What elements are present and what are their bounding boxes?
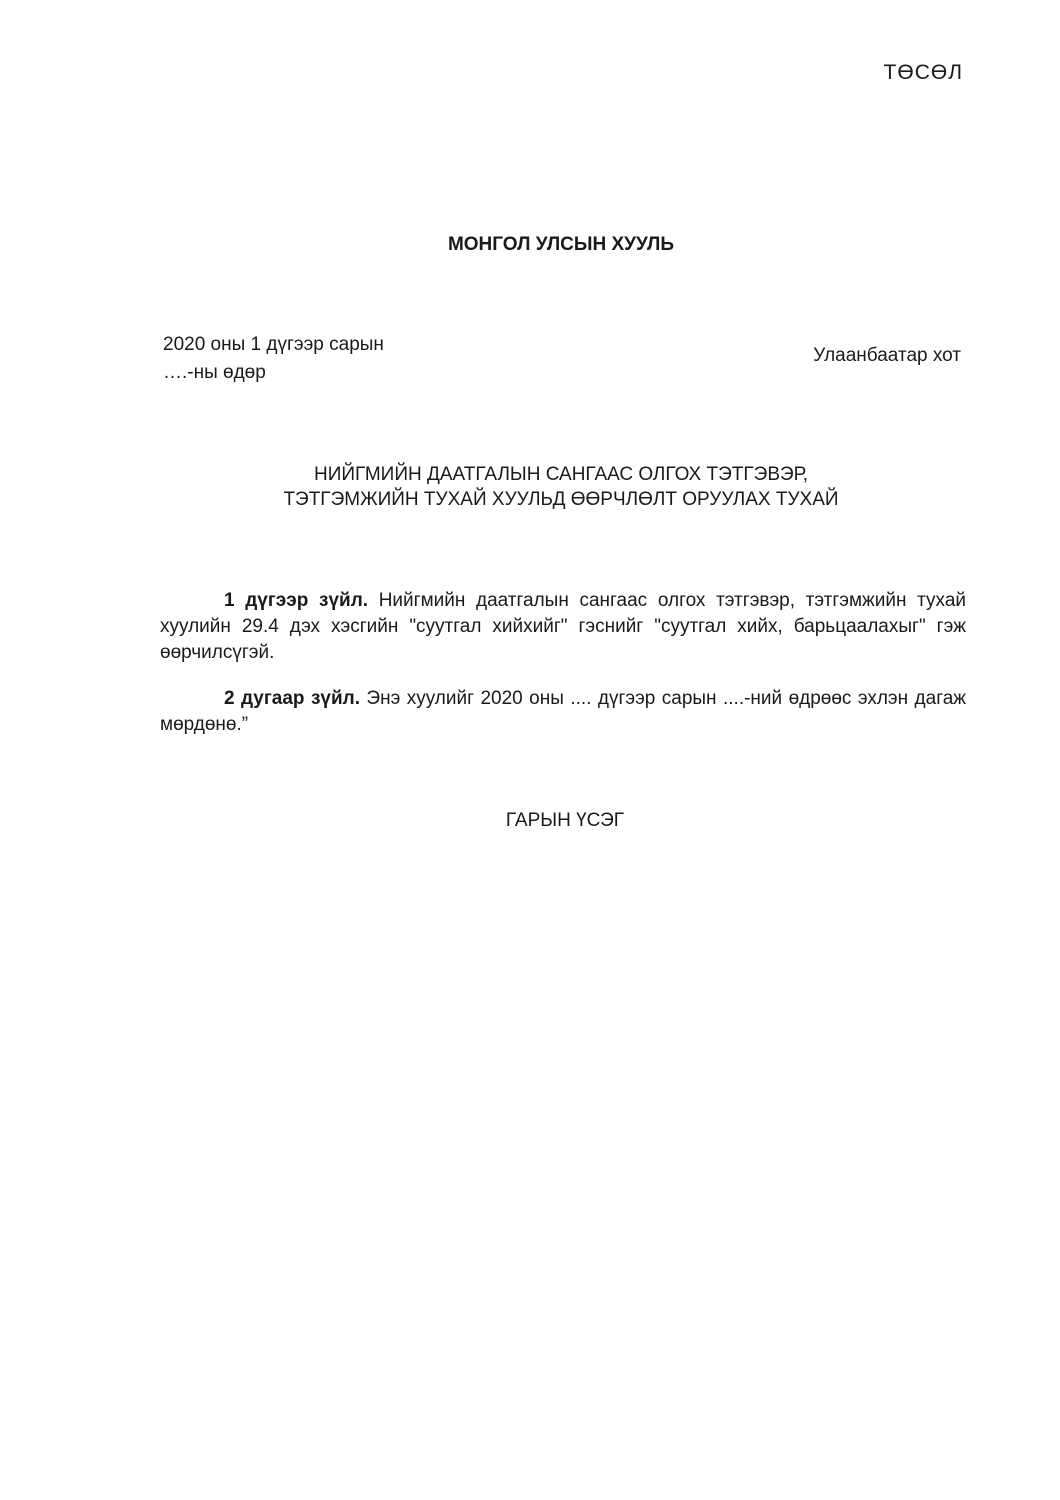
- subject-title: [0, 462, 1060, 512]
- date-line-2: ….-ны өдөр: [163, 362, 266, 383]
- article-2: [160, 686, 966, 738]
- articles: [160, 588, 966, 758]
- date-block: [163, 331, 384, 387]
- article-1: [160, 588, 966, 666]
- date-line-1: 2020 оны 1 дүгээр сарын: [163, 334, 384, 355]
- article-1-text: Нийгмийн даатгалын сангаас олгох тэтгэвэр, тэтгэмжийн тухай хуулийн 29.4 дэх хэсгийн "суутгал хийхийг" гэснийг "суутгал хийх, барьцаалахыг" гэж өөрчилсүгэй.: [160, 590, 966, 663]
- draft-mark: ТӨСӨЛ: [883, 61, 963, 84]
- article-2-text: Энэ хуулийг 2020 оны .... дүгээр сарын ....-ний өдрөөс эхлэн дагаж мөрдөнө.”: [160, 688, 966, 735]
- subject-title-line-2: ТЭТГЭМЖИЙН ТУХАЙ ХУУЛЬД ӨӨРЧЛӨЛТ ОРУУЛАХ ТУХАЙ: [283, 489, 839, 510]
- law-title: МОНГОЛ УЛСЫН ХУУЛЬ: [447, 234, 675, 255]
- place-name: Улаанбаатар хот: [813, 345, 961, 366]
- article-2-label: 2 дугаар зүйл.: [224, 688, 360, 709]
- signature-line: ГАРЫН ҮСЭГ: [505, 810, 625, 831]
- subject-title-line-1: НИЙГМИЙН ДААТГАЛЫН САНГААС ОЛГОХ ТЭТГЭВЭР,: [313, 464, 809, 485]
- article-1-label: 1 дүгээр зүйл.: [224, 590, 369, 611]
